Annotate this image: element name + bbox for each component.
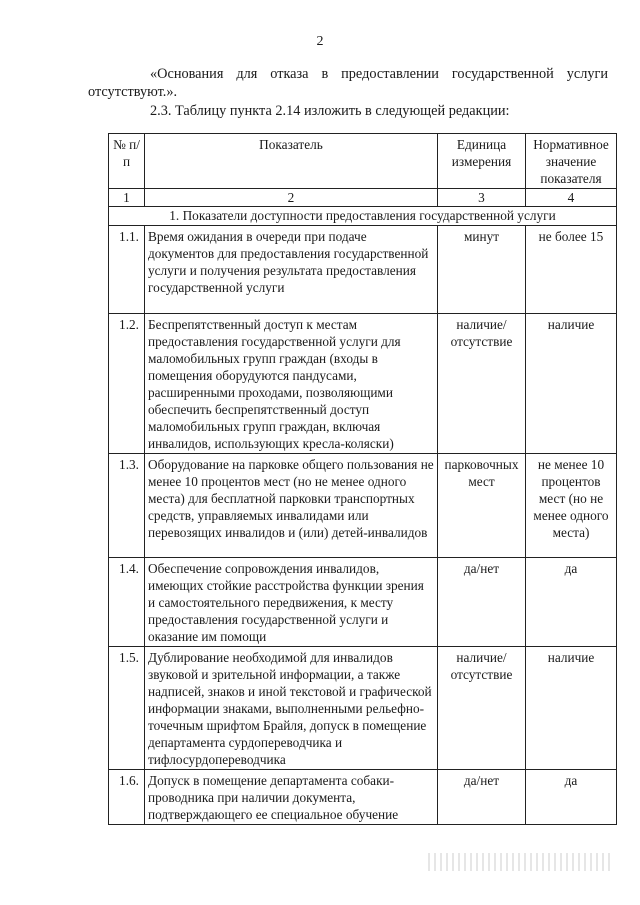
row-indicator: Оборудование на парковке общего пользования не менее 10 процентов мест (но не менее одного места) для бесплатной парковки транспортных средств, управляемых инвалидами или перевозящих инвалидов и (или) детей-инвалидов xyxy=(145,454,438,558)
table-row xyxy=(109,770,617,825)
intro-paragraph-continuation: отсутствуют.». xyxy=(88,84,178,100)
row-norm: не более 15 xyxy=(526,226,617,314)
row-norm: да xyxy=(526,558,617,647)
row-indicator: Беспрепятственный доступ к местам предоставления государственной услуги для маломобильных групп граждан (входы в помещения оборудуются пандусами, расширенными проходами, позволяющими обеспечить беспрепятственный доступ маломобильных групп граждан, включая инвалидов, использующих кресла-коляски) xyxy=(145,314,438,454)
row-unit: парковочных мест xyxy=(438,454,526,558)
table-row xyxy=(109,314,617,454)
page-number: 2 xyxy=(316,34,324,49)
row-indicator: Обеспечение сопровождения инвалидов, имеющих стойкие расстройства функции зрения и самостоятельного передвижения, к месту предоставления государственной услуги и оказание им помощи xyxy=(145,558,438,647)
table-row xyxy=(109,647,617,770)
row-indicator: Дублирование необходимой для инвалидов звуковой и зрительной информации, а также надписей, знаков и иной текстовой и графической информации знаками, выполненными рельефно-точечным шрифтом Брайля, допуск в помещение департамента сурдопереводчика и тифлосурдопереводчика xyxy=(145,647,438,770)
header-indicator: Показатель xyxy=(145,134,438,189)
row-norm: наличие xyxy=(526,647,617,770)
row-unit: да/нет xyxy=(438,558,526,647)
table-row xyxy=(109,558,617,647)
row-norm: да xyxy=(526,770,617,825)
header-norm: Нормативное значение показателя xyxy=(526,134,617,189)
row-unit: да/нет xyxy=(438,770,526,825)
amendment-paragraph: 2.3. Таблицу пункта 2.14 изложить в следующей редакции: xyxy=(150,103,510,119)
column-number: 3 xyxy=(438,189,526,207)
row-unit: наличие/ отсутствие xyxy=(438,314,526,454)
column-number: 4 xyxy=(526,189,617,207)
header-unit: Единица измерения xyxy=(438,134,526,189)
scan-artifact xyxy=(428,853,610,871)
row-unit: минут xyxy=(438,226,526,314)
column-number: 1 xyxy=(109,189,145,207)
table-row xyxy=(109,454,617,558)
row-unit: наличие/ отсутствие xyxy=(438,647,526,770)
row-number: 1.3. xyxy=(109,454,145,558)
row-number: 1.4. xyxy=(109,558,145,647)
row-number: 1.6. xyxy=(109,770,145,825)
intro-paragraph-line: «Основания для отказа в предоставлении государственной услуги xyxy=(150,66,608,82)
row-indicator: Допуск в помещение департамента собаки-проводника при наличии документа, подтверждающего ее специальное обучение xyxy=(145,770,438,825)
row-norm: не менее 10 процентов мест (но не менее одного места) xyxy=(526,454,617,558)
row-number: 1.1. xyxy=(109,226,145,314)
column-numbers-row xyxy=(109,189,617,207)
row-number: 1.5. xyxy=(109,647,145,770)
table-header-row xyxy=(109,134,617,189)
row-norm: наличие xyxy=(526,314,617,454)
indicators-table xyxy=(108,133,617,825)
header-num: № п/п xyxy=(109,134,145,189)
section-row xyxy=(109,207,617,226)
section-title: 1. Показатели доступности предоставления государственной услуги xyxy=(109,207,617,226)
column-number: 2 xyxy=(145,189,438,207)
table-row xyxy=(109,226,617,314)
row-indicator: Время ожидания в очереди при подаче документов для предоставления государственной услуги и получения результата предоставления государственной услуги xyxy=(145,226,438,314)
row-number: 1.2. xyxy=(109,314,145,454)
